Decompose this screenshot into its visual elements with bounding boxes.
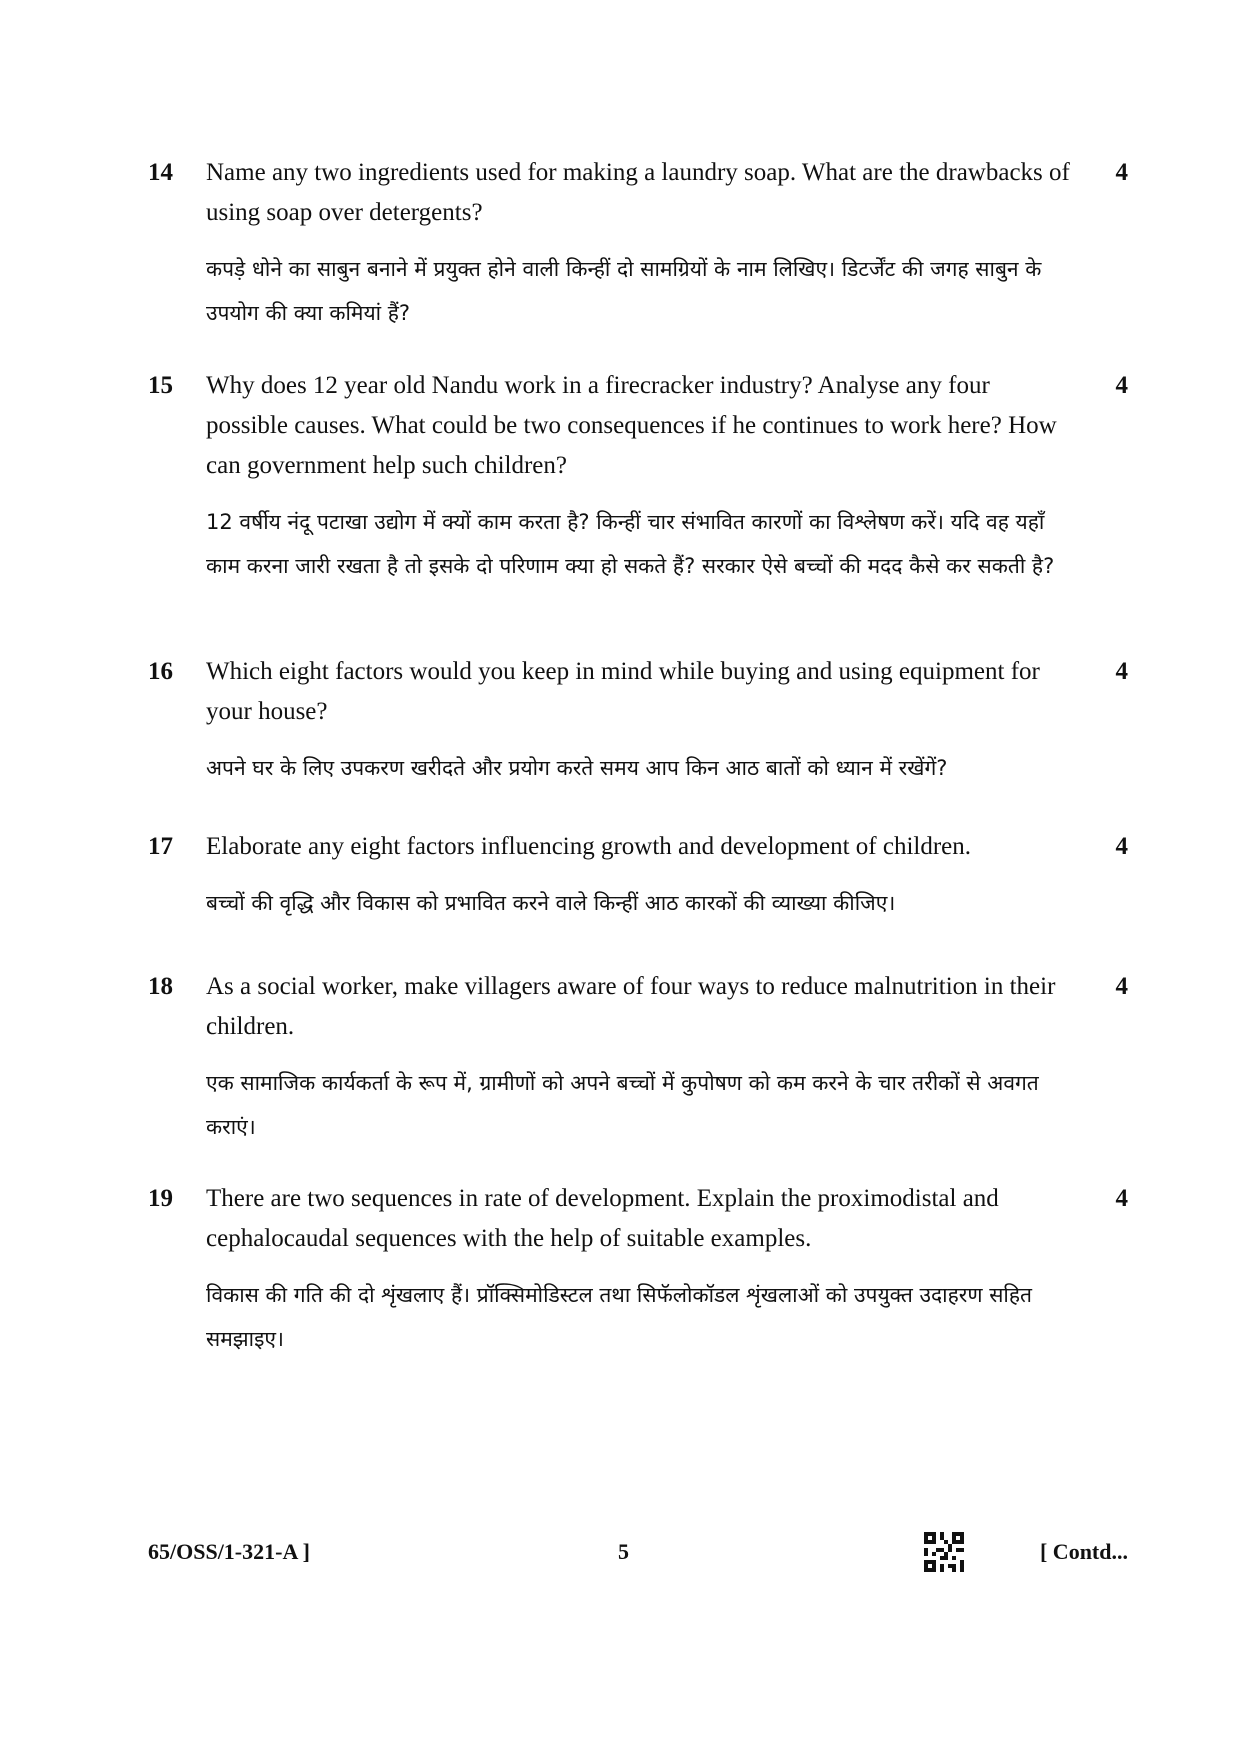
question-text-hindi: 12 वर्षीय नंदू पटाखा उद्योग में क्यों काम करता है? किन्हीं चार संभावित कारणों का विश्लेषण करें। यदि वह यहाँ काम करना जारी रखता है तो इसके दो परिणाम क्या हो सकते हैं? सरकार ऐसे बच्चों की मदद कैसे कर सकती है?	[206, 510, 1055, 578]
question-16	[148, 652, 1128, 790]
question-marks: 4	[1115, 973, 1128, 1000]
question-text-hindi: विकास की गति की दो शृंखलाए हैं। प्रॉक्सिमोडिस्टल तथा सिफॅलोकॉडल शृंखलाओं को उपयुक्त उदाहरण सहित समझाइए।	[206, 1283, 1032, 1351]
page-number: 5	[618, 1539, 629, 1564]
question-text-english: As a social worker, make villagers aware of four ways to reduce malnutrition in their children.	[206, 973, 1056, 1040]
question-number: 18	[148, 973, 173, 1000]
paper-code: 65/OSS/1-321-A ]	[148, 1539, 310, 1564]
question-marks: 4	[1115, 372, 1128, 399]
question-text-hindi: कपड़े धोने का साबुन बनाने में प्रयुक्त होने वाली किन्हीं दो सामग्रियों के नाम लिखिए। डिटर्जेंट की जगह साबुन के उपयोग की क्या कमियां हैं?	[206, 257, 1042, 325]
question-number: 14	[148, 159, 173, 186]
question-number: 16	[148, 658, 173, 685]
question-marks: 4	[1115, 1185, 1128, 1212]
question-text-english: Name any two ingredients used for making a laundry soap. What are the drawbacks of using soap over detergents?	[206, 159, 1070, 226]
question-text-hindi: एक सामाजिक कार्यकर्ता के रूप में, ग्रामीणों को अपने बच्चों में कुपोषण को कम करने के चार तरीकों से अवगत कराएं।	[206, 1071, 1039, 1139]
question-17	[148, 827, 1128, 925]
question-text-hindi: बच्चों की वृद्धि और विकास को प्रभावित करने वाले किन्हीं आठ कारकों की व्याख्या कीजिए।	[206, 891, 896, 915]
question-14	[148, 153, 1128, 335]
question-marks: 4	[1115, 833, 1128, 860]
question-18	[148, 967, 1128, 1149]
question-number: 15	[148, 372, 173, 399]
question-text-english: Elaborate any eight factors influencing growth and development of children.	[206, 833, 972, 860]
question-number: 17	[148, 833, 173, 860]
question-15	[148, 366, 1128, 588]
page-footer	[148, 1530, 1128, 1574]
question-text-hindi: अपने घर के लिए उपकरण खरीदते और प्रयोग करते समय आप किन आठ बातों को ध्यान में रखेंगें?	[206, 756, 948, 780]
question-marks: 4	[1115, 658, 1128, 685]
continued-label: [ Contd...	[1039, 1539, 1128, 1564]
qr-code-icon	[924, 1532, 964, 1572]
question-marks: 4	[1115, 159, 1128, 186]
question-text-english: There are two sequences in rate of development. Explain the proximodistal and cephalocaudal sequences with the help of suitable examples.	[206, 1185, 999, 1252]
question-text-english: Why does 12 year old Nandu work in a firecracker industry? Analyse any four possible causes. What could be two consequences if he continues to work here? How can government help such children?	[206, 372, 1057, 479]
question-text-english: Which eight factors would you keep in mind while buying and using equipment for your house?	[206, 658, 1040, 725]
question-19	[148, 1179, 1128, 1361]
question-number: 19	[148, 1185, 173, 1212]
